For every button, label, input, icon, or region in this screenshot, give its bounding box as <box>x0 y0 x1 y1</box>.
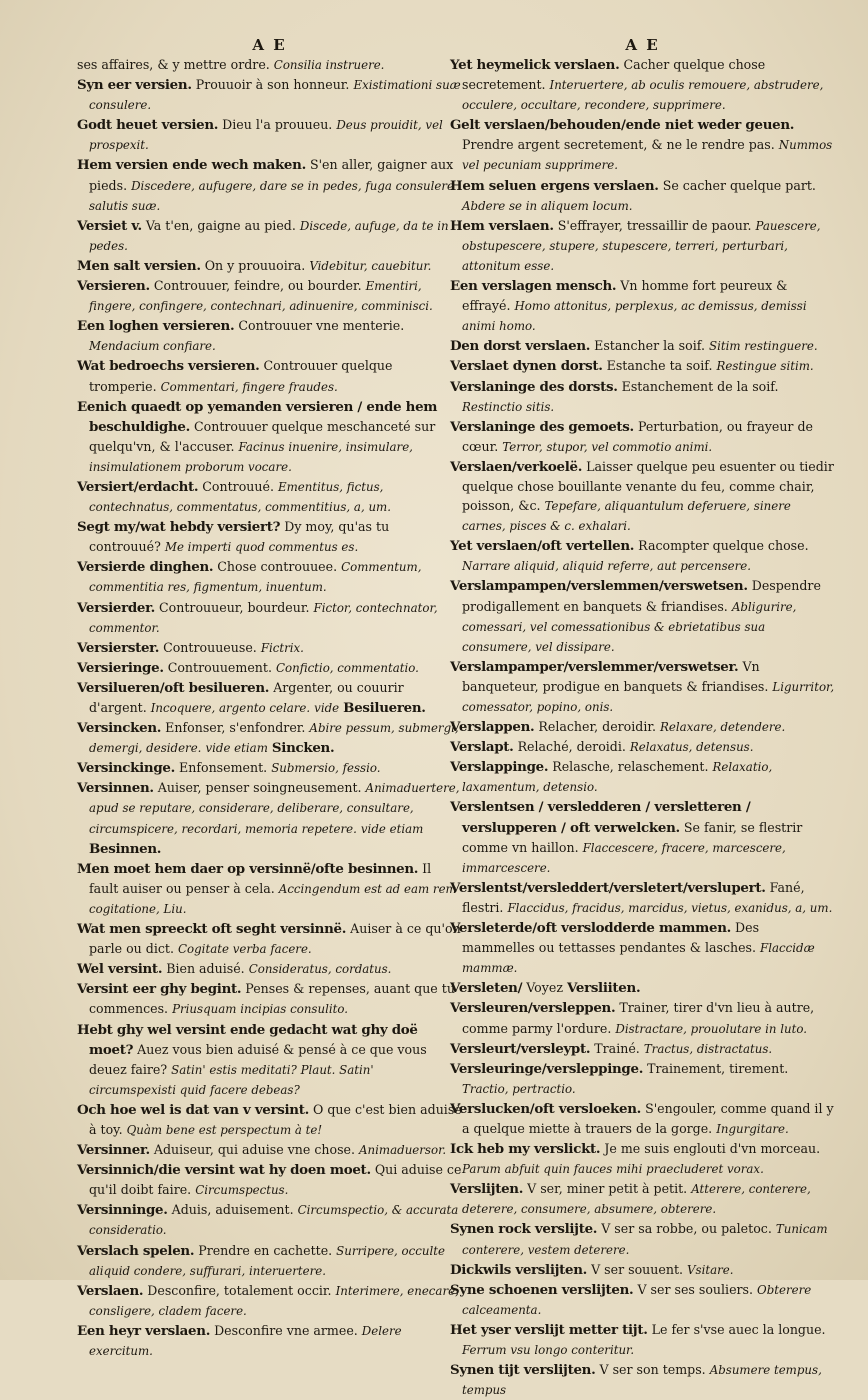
headword: Verslijten. <box>450 1181 524 1198</box>
cross-reference-headword: Besilueren. <box>343 700 426 716</box>
dictionary-entry <box>77 557 462 597</box>
latin-gloss: Priusquam incipias consulito. <box>172 1002 349 1017</box>
latin-gloss: Absumere tempus, tempus <box>462 1363 822 1398</box>
headword: Versleuren/versleppen. <box>450 1000 616 1017</box>
headword: Verslappen. <box>450 719 535 736</box>
cross-reference-headword: Besinnen. <box>89 840 162 857</box>
latin-gloss: Flaccescere, fracere, marcescere, immarcescere. <box>462 840 786 875</box>
latin-gloss: Facinus inuenire, insimulare, insimulationem proborum vocare. <box>89 439 413 474</box>
dictionary-entry <box>450 336 835 356</box>
dictionary-entry <box>77 1100 462 1140</box>
headword: Versleterde/oft verslodderde mammen. <box>450 920 732 937</box>
latin-gloss: Abire pessum, submergi, demergi, desidere. <box>89 721 459 756</box>
latin-gloss: Tepefare, aliquantulum deferuere, sinere carnes, pisces & c. exhalari. <box>462 499 791 534</box>
latin-gloss: Animaduertere, apud se reputare, considerare, deliberare, consultare, circumspicere, recordari, memoria repetere. <box>89 781 460 836</box>
french-gloss: Relaché, deroidi. <box>517 739 626 755</box>
headword: Verslaen/verkoelë. <box>450 458 583 475</box>
latin-gloss: Confictio, commentatio. <box>275 660 419 675</box>
dictionary-entry <box>450 1280 835 1320</box>
latin-gloss: Incoquere, argento celare. <box>150 701 311 715</box>
french-gloss: Relasche, relaschement. <box>552 759 709 775</box>
french-gloss: Enfonser, s'enfondrer. <box>165 720 306 736</box>
latin-gloss: Consideratus, cordatus. <box>248 962 392 977</box>
dictionary-entry <box>450 1039 835 1059</box>
left-column <box>77 36 462 1358</box>
headword: Versiert/erdacht. <box>77 478 199 495</box>
dictionary-entry <box>77 1321 462 1361</box>
latin-gloss: Atterere, conterere, deterere, consumere, absumere, obterere. <box>462 1182 811 1217</box>
dictionary-entry <box>77 517 462 557</box>
french-gloss: Relacher, deroidir. <box>538 719 657 735</box>
headword: Hebt ghy wel versint ende gedacht wat ghy doë moet? <box>77 1021 418 1058</box>
dictionary-entry <box>77 316 462 356</box>
headword: Verslach spelen. <box>77 1242 195 1259</box>
french-gloss: Controuuement. <box>167 659 272 675</box>
headword: Verslaninge des gemoets. <box>450 418 634 435</box>
dictionary-entry <box>450 417 835 457</box>
headword: Versinckinge. <box>77 760 175 777</box>
french-gloss: Bien aduisé. <box>166 961 245 977</box>
headword: Syne schoenen verslijten. <box>450 1281 634 1298</box>
latin-gloss: Abligurire, comessari, vel comessationibus & ebrietatibus sua consumere, vel dissipare. <box>462 599 797 654</box>
latin-gloss: Delere exercitum. <box>89 1323 402 1358</box>
french-gloss: Des mammelles ou tettasses pendantes & lasches. <box>462 920 760 956</box>
french-gloss: Vn banqueteur, prodigue en banquets & friandises. <box>462 658 769 694</box>
french-gloss: S'effrayer, tressaillir de paour. <box>557 217 752 233</box>
right-column <box>450 36 835 1398</box>
french-gloss: Dieu l'a prouueu. <box>222 117 333 133</box>
french-gloss: V ser ses souliers. <box>637 1281 754 1297</box>
dictionary-entry <box>77 1140 462 1160</box>
right-column-header: A E <box>625 36 660 54</box>
french-gloss: Estanchement de la soif. <box>621 378 779 394</box>
headword: Godt heuet versien. <box>77 117 219 134</box>
dictionary-entry <box>450 878 835 918</box>
french-gloss: Auez vous bien aduisé & pensé à ce que vous deuez faire? <box>89 1041 427 1077</box>
french-gloss: Voyez <box>526 980 563 996</box>
dictionary-entry <box>450 1099 835 1139</box>
french-gloss: Trainer, tirer d'vn lieu à autre, comme parmy l'ordure. <box>462 1000 815 1036</box>
latin-gloss: Flaccidæ mammæ. <box>462 941 815 976</box>
latin-gloss: Relaxatio, laxamentum, detensio. <box>462 760 773 795</box>
dictionary-entry <box>77 356 462 396</box>
headword: Verslapt. <box>450 739 514 756</box>
headword: Syn eer versien. <box>77 77 192 94</box>
french-gloss: Controuuer quelque meschanceté sur quelqu'vn, & l'accuser. <box>89 418 436 454</box>
dictionary-entry <box>77 1241 462 1281</box>
french-gloss: Trainement, tirement. <box>647 1060 789 1076</box>
french-gloss: Dy moy, qu'as tu controuué? <box>89 519 390 555</box>
cross-reference-headword: Versliiten. <box>566 980 641 997</box>
dictionary-entry <box>77 256 462 276</box>
dictionary-entry <box>450 536 835 576</box>
french-gloss: On y prouuoira. <box>204 257 306 273</box>
latin-gloss: Circumspectus. <box>195 1183 289 1198</box>
headword: Ick heb my verslickt. <box>450 1141 601 1158</box>
latin-gloss: Relaxatus, detensus. <box>629 740 754 755</box>
dictionary-entry <box>77 397 462 477</box>
latin-gloss: Interuertere, ab oculis remouere, abstrudere, occulere, occultare, recondere, supprimere. <box>462 78 824 113</box>
headword: Verslaninge des dorsts. <box>450 378 618 395</box>
dictionary-entry <box>450 1320 835 1360</box>
dictionary-entry <box>450 1219 835 1259</box>
dictionary-entry <box>450 1260 835 1280</box>
french-gloss: V ser sa robbe, ou paletoc. <box>601 1221 772 1237</box>
headword: Verslentsen / versledderen / versletteren / verslupperen / oft verwelcken. <box>450 799 751 836</box>
french-gloss: Controuué. <box>202 478 274 494</box>
dictionary-entry <box>77 778 462 858</box>
latin-gloss: Ligurritor, comessator, popino, onis. <box>462 679 835 714</box>
latin-gloss: Narrare aliquid, aliquid referre, aut percensere. <box>462 559 752 574</box>
latin-gloss: Terror, stupor, vel commotio animi. <box>502 439 713 454</box>
dictionary-entry <box>450 918 835 978</box>
dictionary-entry <box>450 176 835 216</box>
cross-reference-label: vide etiam <box>205 741 268 756</box>
headword: Versincken. <box>77 720 162 737</box>
headword: Versilueren/oft besilueren. <box>77 679 270 696</box>
french-gloss: Vn homme fort peureux & effrayé. <box>462 278 788 314</box>
dictionary-entry <box>77 598 462 638</box>
headword: Yet heymelick verslaen. <box>450 57 620 73</box>
dictionary-entry <box>450 1179 835 1219</box>
dictionary-entry <box>450 356 835 376</box>
headword: Versleurt/versleypt. <box>450 1040 591 1057</box>
headword: Eenich quaedt op yemanden versieren / ende hem beschuldighe. <box>77 398 438 435</box>
latin-gloss: Mendacium confiare. <box>89 339 216 354</box>
dictionary-entry <box>450 1059 835 1099</box>
latin-gloss: Deus prouidit, vel prospexit. <box>89 118 443 153</box>
headword: Versinner. <box>77 1142 150 1159</box>
latin-gloss: Discedere, aufugere, dare se in pedes, fuga consulere salutis suæ. <box>89 178 454 213</box>
headword: Versierder. <box>77 599 156 616</box>
latin-gloss: Homo attonitus, perplexus, ac demissus, demissi animi homo. <box>462 299 807 334</box>
latin-gloss: Obterere calceamenta. <box>462 1282 812 1317</box>
dictionary-entry <box>77 758 462 778</box>
french-gloss: V ser son temps. <box>599 1362 706 1378</box>
dictionary-entry <box>450 717 835 737</box>
french-gloss: Il fault auiser ou penser à cela. <box>89 860 432 896</box>
latin-gloss: Tractus, distractatus. <box>643 1041 773 1056</box>
dictionary-entry <box>77 859 462 919</box>
french-gloss: Despendre prodigallement en banquets & friandises. <box>462 578 821 614</box>
dictionary-entry <box>77 276 462 316</box>
latin-gloss: Nummos vel pecuniam supprimere. <box>462 138 833 173</box>
dictionary-entry <box>77 638 462 658</box>
latin-gloss: Abdere se in aliquem locum. <box>462 198 633 213</box>
latin-gloss: Commentum, commentitia res, figmentum, inuentum. <box>89 560 422 595</box>
dictionary-entry <box>77 1020 462 1100</box>
headword: Wat men spreeckt oft seght versinnë. <box>77 921 347 938</box>
headword: Een heyr verslaen. <box>77 1322 211 1339</box>
latin-gloss: Fictrix. <box>260 640 304 655</box>
dictionary-entry <box>77 658 462 678</box>
headword: Hem versien ende wech maken. <box>77 157 306 174</box>
headword: Yet verslaen/oft vertellen. <box>450 538 635 555</box>
french-gloss: Prendre argent secretement, & ne le rendre pas. <box>462 137 775 153</box>
latin-gloss: Accingendum est ad eam rem cogitatione, Liu. <box>89 881 457 916</box>
dictionary-entry <box>77 1200 462 1240</box>
latin-gloss: Pauescere, obstupescere, stupere, stupescere, terreri, perturbari, attonitum esse. <box>462 218 821 273</box>
headword: Verslucken/oft versloeken. <box>450 1100 642 1117</box>
french-gloss: Cacher quelque chose secretement. <box>462 57 766 93</box>
headword: Versint eer ghy begint. <box>77 981 242 998</box>
headword: Versinninge. <box>77 1202 168 1219</box>
headword: Versiet v. <box>77 217 142 234</box>
latin-gloss: Restingue sitim. <box>716 359 814 374</box>
french-gloss: Je me suis englouti d'vn morceau. <box>604 1141 821 1157</box>
latin-gloss: Relaxare, detendere. <box>660 720 786 735</box>
dictionary-entry <box>450 1360 835 1400</box>
french-gloss: S'engouler, comme quand il y a quelque miette à trauers de la gorge. <box>462 1100 834 1136</box>
dictionary-entry <box>77 75 462 115</box>
dictionary-entry <box>77 678 462 718</box>
latin-gloss: Fictor, contechnator, commentor. <box>89 600 438 635</box>
french-gloss: Racompter quelque chose. <box>638 538 809 554</box>
headword: Men salt versien. <box>77 257 201 274</box>
headword: Men moet hem daer op versinnë/ofte besinnen. <box>77 860 419 877</box>
dictionary-entry <box>450 377 835 417</box>
french-gloss: V ser, miner petit à petit. <box>527 1181 688 1197</box>
french-gloss: Se fanir, se flestrir comme vn haillon. <box>462 819 803 855</box>
french-gloss: Chose controuuee. <box>217 559 338 575</box>
french-gloss: Argenter, ou couurir d'argent. <box>89 679 404 715</box>
dictionary-entry <box>77 1281 462 1321</box>
headword: Verslampamper/verslemmer/verswetser. <box>450 658 739 675</box>
french-gloss: Se cacher quelque part. <box>662 177 816 193</box>
french-gloss: S'en aller, gaigner aux pieds. <box>89 157 454 193</box>
dictionary-entry <box>77 155 462 215</box>
french-gloss: Auiser à ce qu'on parle ou dict. <box>89 921 461 957</box>
french-gloss: Prouuoir à son honneur. <box>195 77 350 93</box>
headword: Synen rock verslijte. <box>450 1221 598 1238</box>
french-gloss: Le fer s'vse auec la longue. <box>651 1321 826 1337</box>
dictionary-entry <box>77 1160 462 1200</box>
french-gloss: Qui aduise ce qu'il doibt faire. <box>89 1162 462 1198</box>
cross-reference-headword: Sincken. <box>271 740 335 757</box>
french-gloss: Aduis, aduisement. <box>171 1202 294 1218</box>
headword: Hem seluen ergens verslaen. <box>450 177 659 194</box>
dictionary-entry <box>77 216 462 256</box>
french-gloss: Desconfire vne armee. <box>214 1322 358 1338</box>
dictionary-entry <box>450 657 835 717</box>
latin-gloss: Ementiri, fingere, confingere, contechnari, adinuenire, comminisci. <box>89 279 433 314</box>
latin-gloss: Ingurgitare. <box>716 1121 789 1136</box>
dictionary-entry <box>77 55 462 75</box>
french-gloss: Laisser quelque peu esuenter ou tiedir quelque chose bouillante venante du feu, comme chair, poisson, &c. <box>462 458 834 514</box>
headword: Het yser verslijt metter tijt. <box>450 1321 648 1338</box>
dictionary-entry <box>77 919 462 959</box>
headword: Verslappinge. <box>450 759 549 776</box>
latin-gloss: Tunicam conterere, vestem deterere. <box>462 1222 828 1257</box>
french-gloss: Controuuer quelque tromperie. <box>89 358 393 394</box>
dictionary-entry <box>77 979 462 1019</box>
headword: Versleuringe/versleppinge. <box>450 1060 644 1077</box>
headword: Versieren. <box>77 278 150 295</box>
headword: Och hoe wel is dat van v versint. <box>77 1101 309 1118</box>
latin-gloss: Submersio, fessio. <box>271 761 381 776</box>
headword: Gelt verslaen/behouden/ende niet weder geuen. <box>450 117 795 134</box>
french-gloss: Perturbation, ou frayeur de cœur. <box>462 418 813 454</box>
headword: Een loghen versieren. <box>77 318 235 335</box>
french-gloss: Controuuer, feindre, ou bourder. <box>153 278 362 294</box>
headword: Synen tijt verslijten. <box>450 1362 596 1379</box>
french-gloss: ses affaires, & y mettre ordre. <box>77 57 270 72</box>
french-gloss: O que c'est bien aduisé à toy. <box>89 1101 462 1137</box>
latin-gloss: Sitim restinguere. <box>708 339 818 354</box>
latin-gloss: Discede, aufuge, da te in pedes. <box>89 218 449 253</box>
headword: Versinnen. <box>77 780 154 797</box>
headword: Versleten/ <box>450 980 523 997</box>
headword: Verslaen. <box>77 1282 144 1299</box>
headword: Een verslagen mensch. <box>450 278 617 295</box>
dictionary-entry <box>450 576 835 656</box>
headword: Versieringe. <box>77 659 164 676</box>
french-gloss: Penses & repenses, auant que tu commences. <box>89 981 455 1017</box>
cross-reference-label: vide etiam <box>360 821 424 836</box>
latin-gloss: Me imperti quod commentus es. <box>164 540 359 555</box>
latin-gloss: Consilia instruere. <box>273 58 385 72</box>
french-gloss: Trainé. <box>594 1040 640 1056</box>
french-gloss: Controuueur, bourdeur. <box>159 599 310 615</box>
latin-gloss: Vsitare. <box>687 1262 734 1277</box>
dictionary-entry <box>450 1139 835 1179</box>
cross-reference-label: vide <box>314 701 340 715</box>
headword: Dickwils verslijten. <box>450 1261 588 1278</box>
left-column-header: A E <box>252 36 287 54</box>
french-gloss: Auiser, penser soingneusement. <box>157 780 362 796</box>
latin-gloss: Distractare, prouolutare in luto. <box>615 1021 807 1036</box>
dictionary-entry <box>77 718 462 758</box>
latin-gloss: Restinctio sitis. <box>462 399 555 414</box>
latin-gloss: Videbitur, cauebitur. <box>309 258 432 273</box>
french-gloss: Controuueuse. <box>163 639 257 655</box>
latin-gloss: Animaduersor. <box>359 1143 447 1158</box>
headword: Versierster. <box>77 639 160 656</box>
latin-gloss: Surripere, occulte aliquid condere, suffurari, interuertere. <box>89 1243 445 1278</box>
headword: Wat bedroechs versieren. <box>77 358 260 375</box>
latin-gloss: Ferrum vsu longo conteritur. <box>462 1343 635 1357</box>
latin-gloss: Tractio, pertractio. <box>462 1081 576 1096</box>
dictionary-entry <box>77 959 462 979</box>
french-gloss: Estancher la soif. <box>594 338 705 354</box>
latin-gloss: Parum abfuit quin fauces mihi praecluderet vorax. <box>462 1162 764 1177</box>
headword: Verslaet dynen dorst. <box>450 358 603 375</box>
latin-gloss: Cogitate verba facere. <box>178 942 312 957</box>
latin-gloss: Commentari, fingere fraudes. <box>160 379 338 394</box>
french-gloss: V ser souuent. <box>591 1261 684 1277</box>
latin-gloss: Quàm bene est perspectum à te! <box>126 1122 323 1137</box>
latin-gloss: Ementitus, fictus, contechnatus, commentatus, commentitius, a, um. <box>89 479 391 515</box>
french-gloss: Desconfire, totalement occir. <box>147 1282 332 1298</box>
dictionary-entry <box>77 115 462 155</box>
dictionary-entry <box>450 797 835 877</box>
headword: Verslentst/versleddert/versletert/verslupert. <box>450 879 766 896</box>
latin-gloss: Interimere, enecare, consligere, cladem facere. <box>89 1283 459 1318</box>
french-gloss: Controuuer vne menterie. <box>238 318 405 334</box>
dictionary-entry <box>450 998 835 1038</box>
dictionary-entry <box>450 115 835 175</box>
headword: Versinnich/die versint wat hy doen moet. <box>77 1162 371 1179</box>
dictionary-entry <box>450 276 835 336</box>
latin-gloss: Satin' estis meditati? Plaut. Satin' circumspexisti quid facere debeas? <box>89 1062 374 1097</box>
headword: Verslampampen/verslemmen/verswetsen. <box>450 578 748 595</box>
french-gloss: Aduiseur, qui aduise vne chose. <box>153 1142 356 1158</box>
french-gloss: Enfonsement. <box>179 760 268 776</box>
french-gloss: Prendre en cachette. <box>198 1242 333 1258</box>
dictionary-entry <box>77 477 462 517</box>
latin-gloss: Circumspectio, & accurata consideratio. <box>89 1203 459 1238</box>
latin-gloss: Flaccidus, fracidus, marcidus, vietus, exanidus, a, um. <box>507 900 833 915</box>
dictionary-entry <box>450 55 835 115</box>
french-gloss: Fané, flestri. <box>462 879 805 915</box>
headword: Versierde dinghen. <box>77 559 214 576</box>
headword: Wel versint. <box>77 961 163 978</box>
latin-gloss: Existimationi suæ consulere. <box>89 78 461 113</box>
headword: Segt my/wat hebdy versiert? <box>77 519 281 536</box>
headword: Hem verslaen. <box>450 217 554 234</box>
dictionary-entry <box>450 757 835 797</box>
dictionary-entry <box>450 216 835 276</box>
headword: Den dorst verslaen. <box>450 338 591 355</box>
dictionary-entry <box>450 978 835 998</box>
french-gloss: Va t'en, gaigne au pied. <box>145 217 296 233</box>
dictionary-entry <box>450 457 835 536</box>
french-gloss: Estanche ta soif. <box>606 358 713 374</box>
dictionary-entry <box>450 737 835 757</box>
